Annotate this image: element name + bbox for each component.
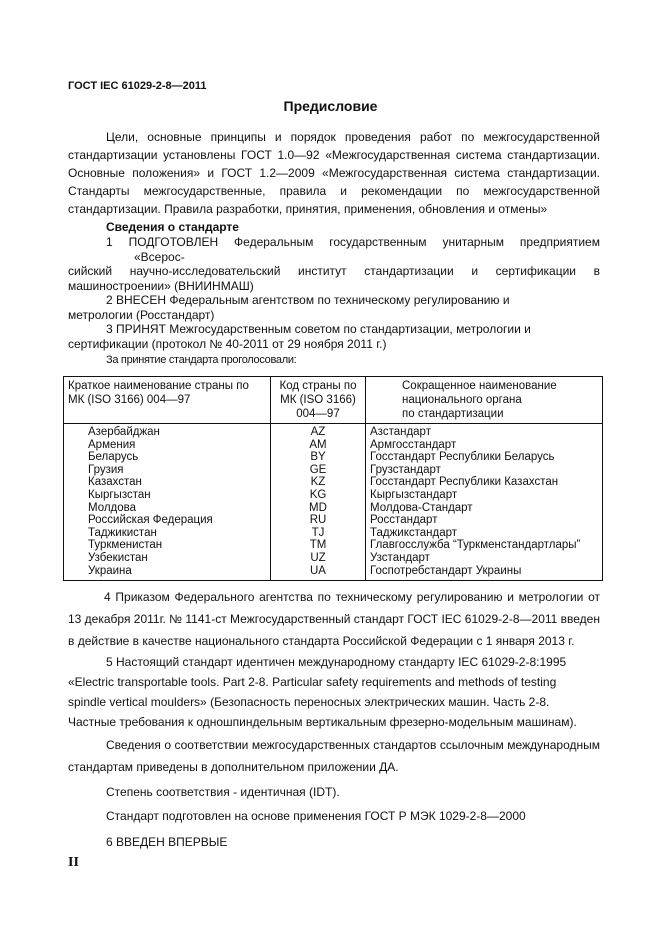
country-code: KG — [271, 489, 366, 502]
standards-body: Госстандарт Республики Беларусь — [366, 451, 603, 464]
country-code: MD — [271, 502, 366, 515]
item-1-word: сертификации — [495, 264, 576, 278]
country-name: Кыргызстан — [64, 489, 271, 502]
country-name: Беларусь — [64, 451, 271, 464]
item-5-reference: Сведения о соответствии межгосударственных стандартов ссылочным международным стандартам приведены в дополнительном приложении ДА. — [68, 738, 600, 775]
standards-body: Армгосстандарт — [366, 439, 603, 452]
country-name: Армения — [64, 439, 271, 452]
item-6: 6 ВВЕДЕН ВПЕРВЫЕ — [106, 835, 228, 850]
item-5-basis: Стандарт подготовлен на основе применения ГОСТ Р МЭК 1029-2-8—2000 — [106, 809, 526, 824]
standards-body: Грузстандарт — [366, 464, 603, 477]
column-header-body: Сокращенное наименование национального органа по стандартизации — [366, 377, 603, 424]
standards-body: Узстандарт — [366, 552, 603, 565]
country-code: RU — [271, 514, 366, 527]
item-2 — [68, 293, 600, 322]
table-row — [64, 476, 603, 489]
standards-body: Молдова-Стандарт — [366, 502, 603, 515]
country-code: KZ — [271, 476, 366, 489]
item-1-word: сийский — [68, 264, 113, 278]
country-code: UZ — [271, 552, 366, 565]
country-name: Узбекистан — [64, 552, 271, 565]
item-5-line: spindle vertical moulders» (Безопасность переносных электрических машин. Часть 2-8. — [68, 695, 550, 710]
item-5-line: Частные требования к одношпиндельным вертикальным фрезерно-модельным машинам). — [68, 715, 577, 730]
country-code: AM — [271, 439, 366, 452]
table-row — [64, 439, 603, 452]
item-5-line: «Electric transportable tools. Part 2-8. Particular safety requirements and methods of testing — [68, 675, 557, 690]
item-3-line: сертификации (протокол № 40-2011 от 29 ноября 2011 г.) — [68, 336, 387, 351]
item-1-word: 1 — [106, 235, 113, 249]
standards-body: Главгосслужба “Туркменстандартлары” — [366, 539, 603, 552]
standards-body: Таджикстандарт — [366, 527, 603, 540]
country-code: TM — [271, 539, 366, 552]
voted-label: За принятие стандарта проголосовали: — [106, 354, 297, 366]
country-name: Грузия — [64, 464, 271, 477]
item-5 — [68, 652, 600, 732]
item-5-line: 5 Настоящий стандарт идентичен международному стандарту IEC 61029-2-8:1995 — [106, 655, 567, 670]
table-row — [64, 539, 603, 552]
item-2-line: 2 ВНЕСЕН Федеральным агентством по техническому регулированию и — [106, 293, 510, 307]
country-code: GE — [271, 464, 366, 477]
table-row — [64, 514, 603, 527]
item-1-word: унитарным — [442, 235, 504, 249]
column-header-code: Код страны по МК (ISO 3166) 004—97 — [271, 377, 366, 424]
table-row — [64, 424, 603, 439]
table-row — [64, 502, 603, 515]
item-1-word: Федеральным — [234, 235, 314, 249]
intro-paragraph: Цели, основные принципы и порядок проведения работ по межгосударственной стандартизации установлены ГОСТ 1.0—92 «Межгосударственная система стандартизации. Основные положения» и ГОСТ 1.2—2009 «Межгосударственная система стандартизации. Стандарты межгосударственные, правила и рекомендации по межгосударственной стандартизации. Правила разработки, принятия, применения, обновления и отмены» — [68, 130, 600, 216]
item-1-line: «Всерос- — [134, 249, 185, 264]
item-1-word: стандартизации — [364, 264, 454, 278]
standards-body: Кыргызстандарт — [366, 489, 603, 502]
country-code: AZ — [271, 424, 366, 439]
country-name: Азербайджан — [64, 424, 271, 439]
standards-body: Азстандарт — [366, 424, 603, 439]
page-title: Предисловие — [283, 98, 378, 114]
document-header: ГОСТ IEC 61029-2-8—2011 — [68, 80, 207, 92]
table-row — [64, 464, 603, 477]
item-5-degree: Степень соответствия - идентичная (IDT). — [106, 785, 340, 800]
standards-body: Госпотребстандарт Украины — [366, 565, 603, 581]
page-body — [68, 128, 600, 872]
country-code: BY — [271, 451, 366, 464]
item-1-word: институт — [298, 264, 347, 278]
table-row — [64, 552, 603, 565]
page-number: II — [68, 855, 79, 871]
item-3 — [68, 322, 600, 351]
table-row — [64, 527, 603, 540]
country-code: UA — [271, 565, 366, 581]
country-name: Украина — [64, 565, 271, 581]
standards-body: Госстандарт Республики Казахстан — [366, 476, 603, 489]
countries-table — [63, 376, 603, 581]
item-2-line: метрологии (Росстандарт) — [68, 307, 215, 322]
item-1-line: машиностроении» (ВНИИНМАШ) — [68, 278, 254, 293]
standards-body: Росстандарт — [366, 514, 603, 527]
column-header-country: Краткое наименование страны по МК (ISO 3166) 004—97 — [64, 377, 271, 424]
item-4: 4 Приказом Федерального агентства по техническому регулированию и метрологии от 13 декабря 2011г. № 1141-ст Межгосударственный стандарт ГОСТ IEC 61029-2-8—2011 введен в действие в качестве национального стандарта Российской Федерации с 1 января 2013 г. — [68, 590, 600, 649]
item-3-line: 3 ПРИНЯТ Межгосударственным советом по стандартизации, метрологии и — [106, 322, 531, 336]
table-row — [64, 489, 603, 502]
section-heading: Сведения о стандарте — [106, 220, 239, 234]
item-1-word: государственным — [329, 235, 427, 249]
country-name: Туркменистан — [64, 539, 271, 552]
item-1 — [68, 235, 600, 293]
item-1-word: предприятием — [519, 235, 600, 249]
table-row — [64, 451, 603, 464]
item-1-word: ПОДГОТОВЛЕН — [128, 235, 219, 249]
country-code: TJ — [271, 527, 366, 540]
item-1-word: научно-исследовательский — [129, 264, 281, 278]
item-1-word: в — [593, 264, 600, 278]
item-1-word: и — [471, 264, 479, 278]
country-name: Российская Федерация — [64, 514, 271, 527]
country-name: Таджикистан — [64, 527, 271, 540]
table-row — [64, 565, 603, 581]
country-name: Казахстан — [64, 476, 271, 489]
country-name: Молдова — [64, 502, 271, 515]
